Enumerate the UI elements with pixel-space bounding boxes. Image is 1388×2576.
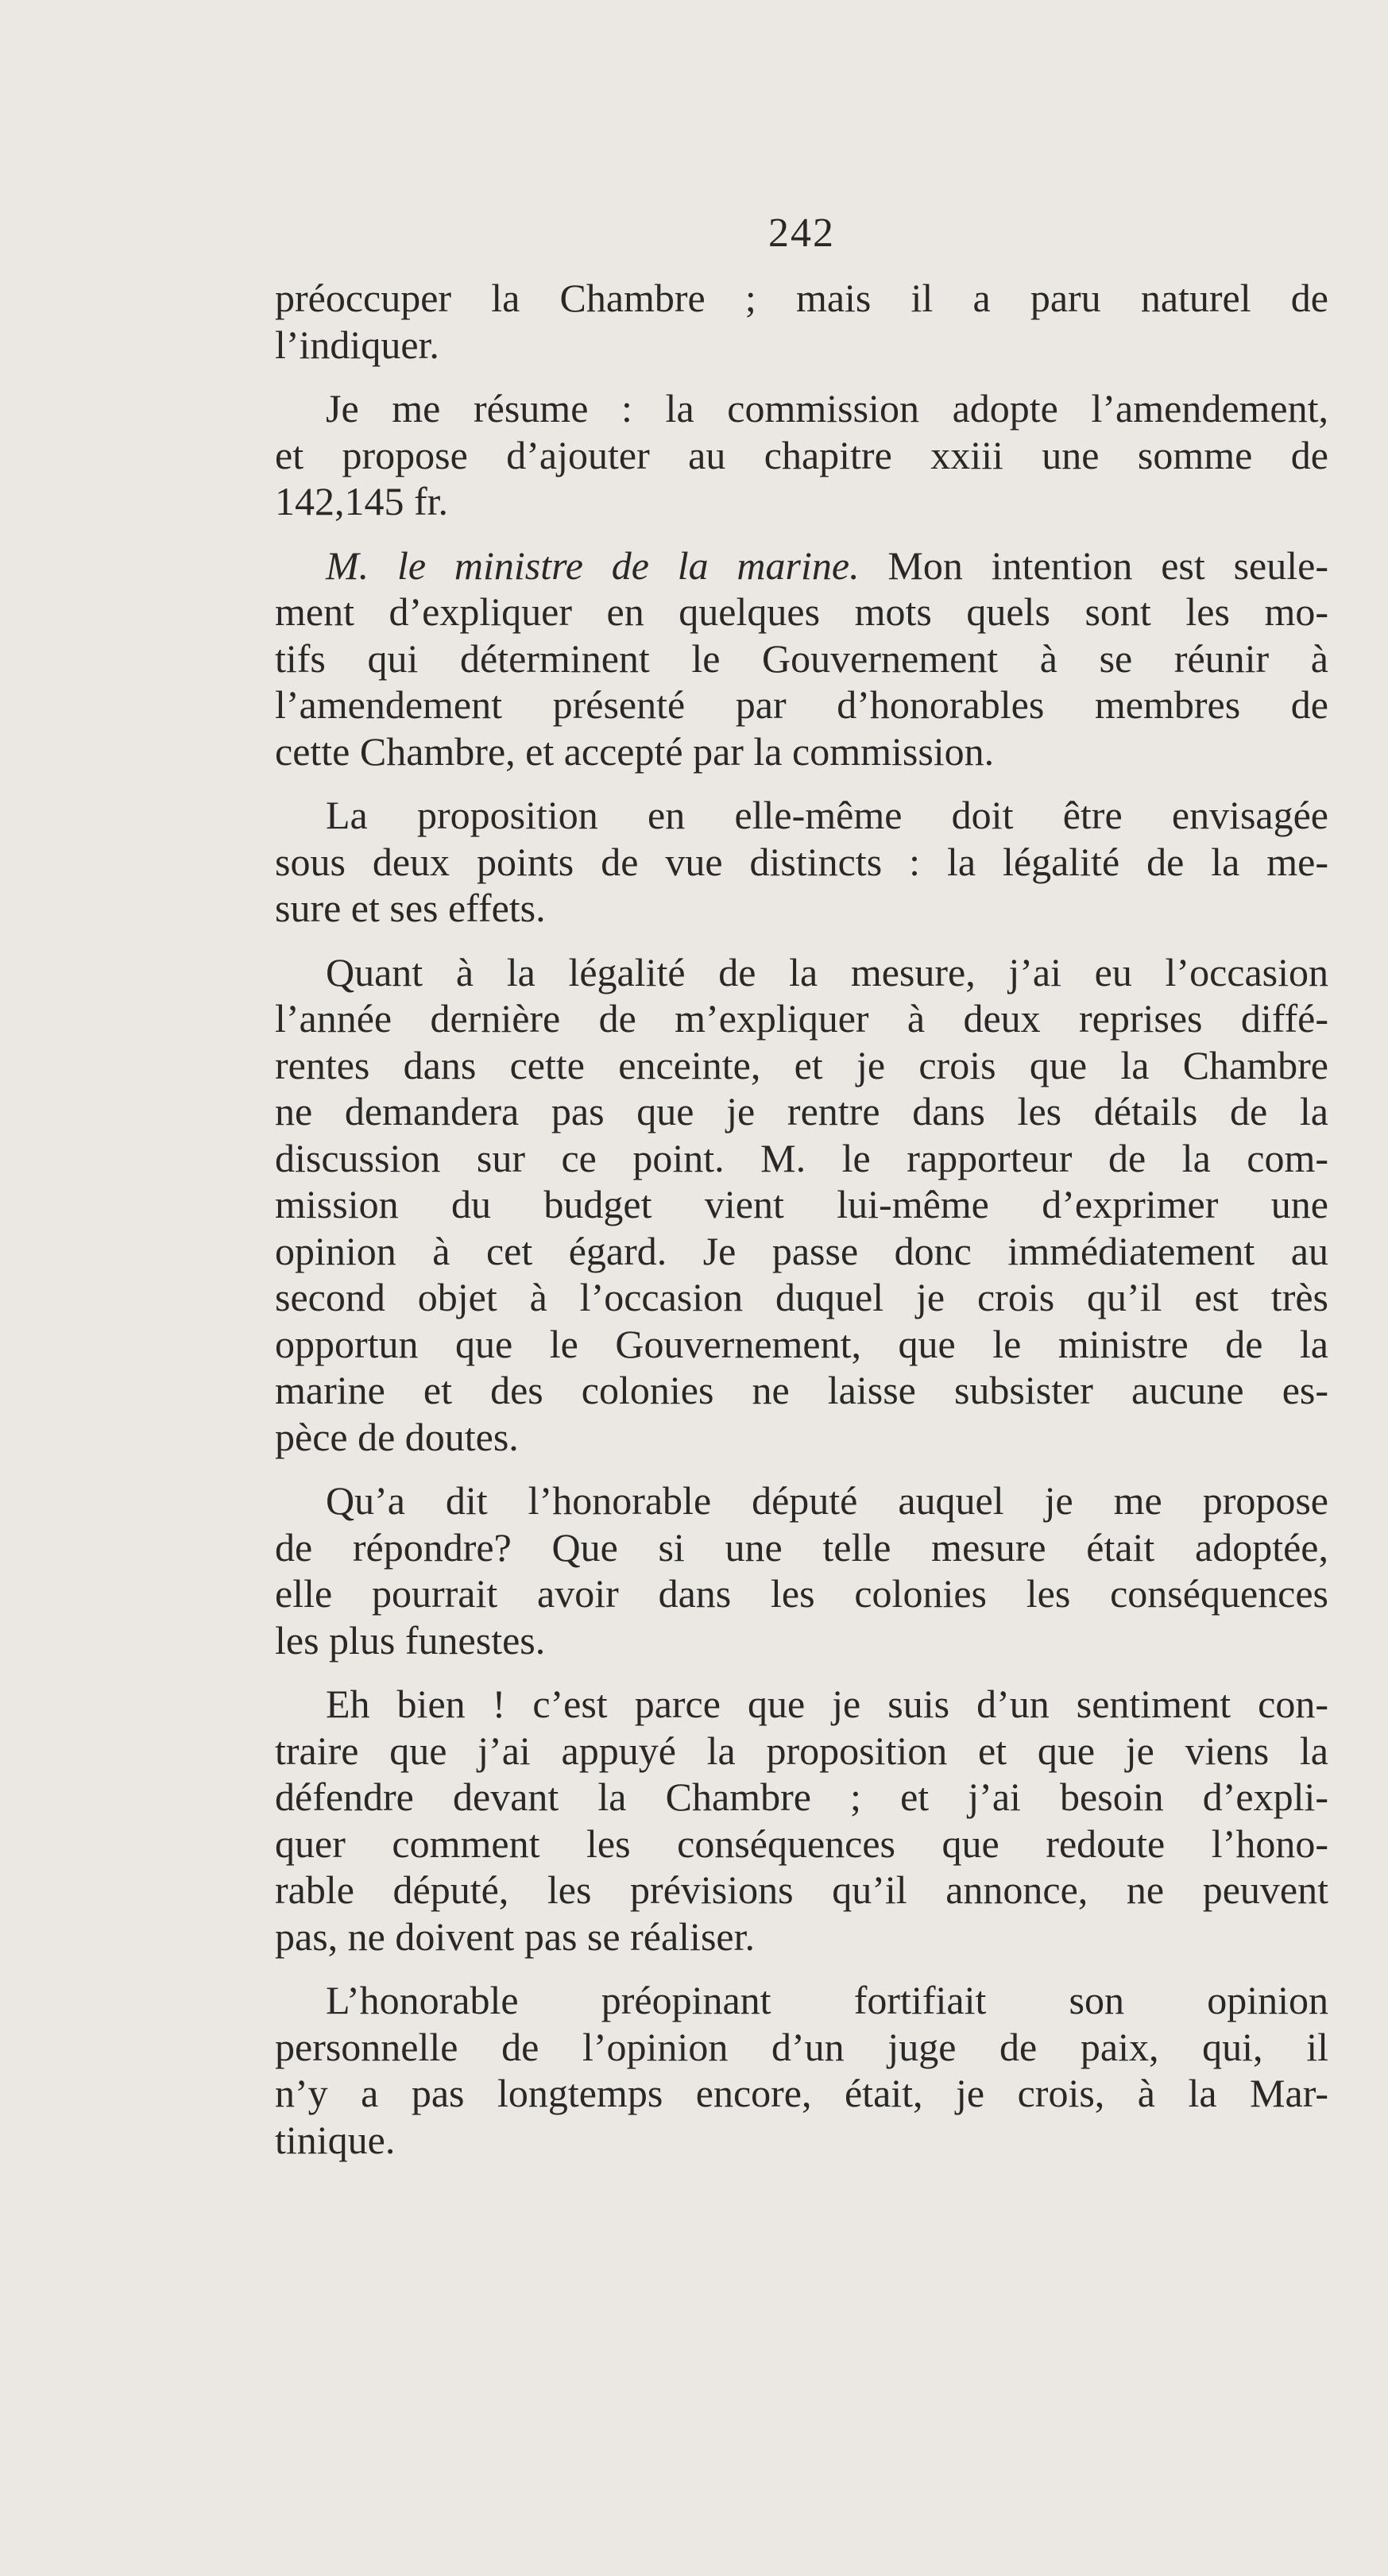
paragraph [275, 1477, 1328, 1663]
text-line: sure et ses effets. [275, 886, 546, 930]
text-line: marine et des colonies ne laisse subsister aucune es- [275, 1368, 1328, 1412]
text-line: tifs qui déterminent le Gouvernement à se réunir à [275, 635, 1328, 681]
speaker-name: M. le ministre de la marine. [326, 543, 860, 588]
text-line: Quant à la légalité de la mesure, j’ai eu l’occasion [326, 949, 1328, 994]
text-line: les plus funestes. [275, 1617, 546, 1663]
text-line: pèce de doutes. [275, 1414, 519, 1459]
text-line: personnelle de l’opinion d’un juge de paix, qui, il [275, 2024, 1328, 2069]
text-column [275, 210, 1328, 2180]
paragraph [275, 949, 1328, 1461]
text-line: quer comment les conséquences que redoute l’hono- [275, 1821, 1328, 1866]
text-line: préoccuper la Chambre ; mais il a paru naturel de [275, 276, 1328, 320]
text-line: opinion à cet égard. Je passe donc immédiatement au [275, 1228, 1328, 1273]
text-line: elle pourrait avoir dans les colonies les conséquences [275, 1571, 1328, 1616]
paragraph [275, 1681, 1328, 1960]
speech-text: Mon intention est seule- [859, 543, 1328, 588]
text-line: ne demandera pas que je rentre dans les détails de la [275, 1089, 1328, 1134]
text-line: traire que j’ai appuyé la proposition et que je viens la [275, 1728, 1328, 1773]
text-line: mission du budget vient lui-même d’exprimer une [275, 1182, 1328, 1226]
text-line: pas, ne doivent pas se réaliser. [275, 1914, 755, 1959]
text-line: second objet à l’occasion duquel je crois qu’il est très [275, 1275, 1328, 1319]
paragraph [275, 275, 1328, 368]
text-line: Eh bien ! c’est parce que je suis d’un sentiment con- [326, 1682, 1328, 1726]
text-line: sous deux points de vue distincts : la légalité de la me- [275, 839, 1328, 884]
text-line: Je me résume : la commission adopte l’amendement, [326, 386, 1328, 431]
text-line: défendre devant la Chambre ; et j’ai besoin d’expli- [275, 1775, 1328, 1819]
text-line: l’année dernière de m’expliquer à deux reprises diffé- [275, 996, 1328, 1041]
text-line: l’indiquer. [275, 322, 439, 367]
text-line: opportun que le Gouvernement, que le ministre de la [275, 1321, 1328, 1366]
text-line: n’y a pas longtemps encore, était, je crois, à la Mar- [275, 2071, 1328, 2115]
text-line: rable député, les prévisions qu’il annonce, ne peuvent [275, 1867, 1328, 1912]
text-line: discussion sur ce point. M. le rapporteur de la com- [275, 1135, 1328, 1180]
paragraph [275, 385, 1328, 525]
speaker-line [275, 543, 1328, 589]
page-number: 242 [768, 210, 835, 256]
text-line: de répondre? Que si une telle mesure était adoptée, [275, 1524, 1328, 1570]
paragraph [275, 1977, 1328, 2163]
text-line: Qu’a dit l’honorable député auquel je me propose [326, 1478, 1328, 1523]
paragraph [275, 543, 1328, 775]
text-line: L’honorable préopinant fortifiait son opinion [326, 1978, 1328, 2022]
text-line: tinique. [275, 2117, 396, 2162]
text-line: La proposition en elle-même doit être envisagée [326, 793, 1328, 837]
text-line: l’amendement présenté par d’honorables membres de [275, 682, 1328, 727]
text-line: et propose d’ajouter au chapitre xxiii une somme de [275, 432, 1328, 477]
text-line: ment d’expliquer en quelques mots quels sont les mo- [275, 589, 1328, 634]
text-line: rentes dans cette enceinte, et je crois que la Chambre [275, 1042, 1328, 1087]
text-line: cette Chambre, et accepté par la commission. [275, 728, 995, 774]
text-line: 142,145 fr. [275, 479, 449, 523]
paragraph [275, 792, 1328, 932]
